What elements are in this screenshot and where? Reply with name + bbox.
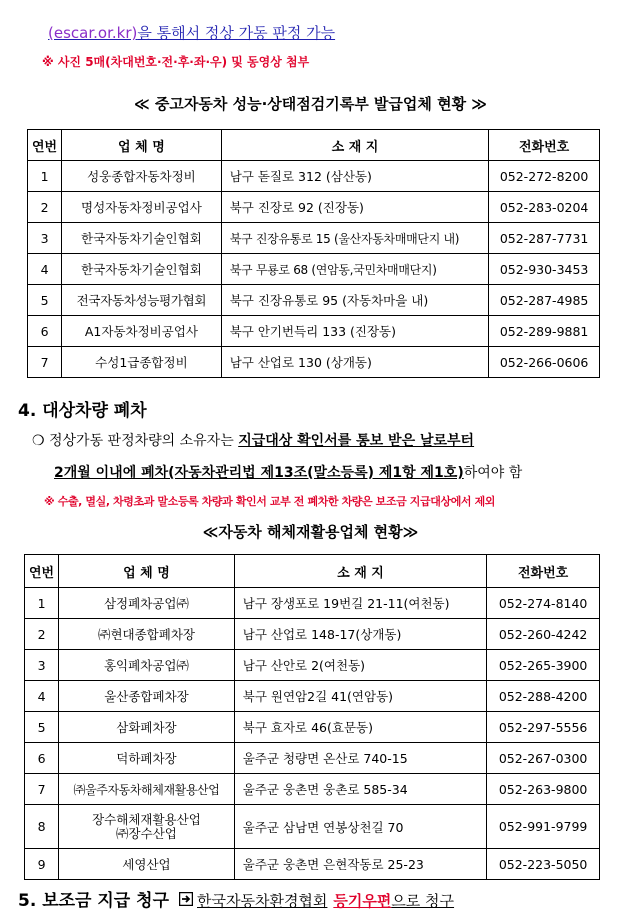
- cell-phone: 052-260-4242: [487, 619, 600, 650]
- table-row: [28, 254, 600, 285]
- cell-phone: 052-297-5556: [487, 712, 600, 743]
- cell-no: 4: [28, 254, 62, 285]
- cell-no: 5: [28, 285, 62, 316]
- cell-phone: 052-267-0300: [487, 743, 600, 774]
- cell-address: 울주군 청량면 온산로 740-15: [234, 743, 486, 774]
- cell-phone: 052-287-7731: [489, 223, 600, 254]
- table-row: [28, 223, 600, 254]
- dismantling-companies-table: [24, 554, 600, 880]
- cell-address: 남구 산업로 148-17(상개동): [234, 619, 486, 650]
- line2-text: 하여야 함: [463, 465, 523, 481]
- org-name: 한국자동차환경협회: [197, 892, 328, 910]
- line1-bold: 지급대상 확인서를 통보 받은 날로부터: [238, 433, 475, 449]
- cell-phone: 052-289-9881: [489, 316, 600, 347]
- cell-name: ㈜현대종합폐차장: [59, 619, 235, 650]
- registered-mail: 등기우편: [333, 892, 392, 910]
- section5: [18, 886, 454, 911]
- col-name: 업 체 명: [62, 130, 222, 161]
- escar-notice: [48, 22, 335, 43]
- cell-address: 북구 진장유통로 95 (자동차마을 내): [221, 285, 489, 316]
- cell-address: 남구 산업로 130 (상개동): [221, 347, 489, 378]
- cell-address: 북구 안기번득리 133 (진장동): [221, 316, 489, 347]
- cell-phone: 052-274-8140: [487, 588, 600, 619]
- section5-heading: 5. 보조금 지급 청구: [18, 891, 169, 911]
- cell-address: 울주군 웅촌면 은현작동로 25-23: [234, 849, 486, 880]
- cell-address: 북구 진장유통로 15 (울산자동차매매단지 내): [221, 223, 489, 254]
- cell-no: 1: [28, 161, 62, 192]
- table-row: [28, 161, 600, 192]
- table-header-row: [28, 130, 600, 161]
- cell-phone: 052-223-5050: [487, 849, 600, 880]
- cell-phone: 052-287-4985: [489, 285, 600, 316]
- section4-line2: [54, 462, 522, 482]
- cell-name: 한국자동차기술인협회: [62, 254, 222, 285]
- col-no: 연번: [25, 555, 59, 588]
- col-no: 연번: [28, 130, 62, 161]
- table-row: [28, 347, 600, 378]
- table-row: [28, 285, 600, 316]
- cell-phone: 052-288-4200: [487, 681, 600, 712]
- col-address: 소 재 지: [234, 555, 486, 588]
- table1-title: ≪ 중고자동차 성능·상태점검기록부 발급업체 현황 ≫: [133, 95, 488, 113]
- cell-name-line2: ㈜장수산업: [116, 825, 177, 841]
- cell-name: 삼정폐차공업㈜: [59, 588, 235, 619]
- section4-line1: [32, 430, 474, 450]
- photo-attachment-note: ※ 사진 5매(차대번호·전·후·좌·우) 및 동영상 첨부: [42, 55, 310, 69]
- table-row: [28, 316, 600, 347]
- table-row: [25, 805, 600, 849]
- escar-notice-text: 을 통해서 정상 가동 판정 가능: [137, 24, 336, 42]
- cell-phone: 052-272-8200: [489, 161, 600, 192]
- table-row: [25, 619, 600, 650]
- arrow-box-icon: [179, 892, 193, 910]
- cell-no: 9: [25, 849, 59, 880]
- cell-no: 4: [25, 681, 59, 712]
- cell-address: 울주군 삼남면 연봉상천길 70: [234, 805, 486, 849]
- table-row: [25, 681, 600, 712]
- cell-name: 성웅종합자동차정비: [62, 161, 222, 192]
- cell-name: 전국자동차성능평가협회: [62, 285, 222, 316]
- cell-address: 남구 산안로 2(여천동): [234, 650, 486, 681]
- cell-phone: 052-265-3900: [487, 650, 600, 681]
- cell-no: 7: [28, 347, 62, 378]
- cell-name: 세영산업: [59, 849, 235, 880]
- exclusion-warning: ※ 수출, 멸실, 차령초과 말소등록 차량과 확인서 교부 전 폐차한 차량은 보조금 지급대상에서 제외: [44, 495, 496, 508]
- cell-name: 덕하폐차장: [59, 743, 235, 774]
- section4-heading: 4. 대상차량 폐차: [18, 401, 147, 421]
- section5-tail: 으로 청구: [391, 892, 455, 910]
- cell-phone: 052-991-9799: [487, 805, 600, 849]
- cell-phone: 052-263-9800: [487, 774, 600, 805]
- cell-no: 6: [25, 743, 59, 774]
- table-row: [25, 849, 600, 880]
- col-phone: 전화번호: [489, 130, 600, 161]
- cell-address: 북구 원연암2길 41(연암동): [234, 681, 486, 712]
- cell-no: 3: [28, 223, 62, 254]
- cell-no: 8: [25, 805, 59, 849]
- cell-name: 수성1급종합정비: [62, 347, 222, 378]
- cell-address: 남구 장생포로 19번길 21-11(여천동): [234, 588, 486, 619]
- table-row: [25, 588, 600, 619]
- cell-name: 명성자동차정비공업사: [62, 192, 222, 223]
- cell-name: 홍익폐차공업㈜: [59, 650, 235, 681]
- table-row: [25, 774, 600, 805]
- cell-address: 북구 효자로 46(효문동): [234, 712, 486, 743]
- cell-address: 울주군 웅촌면 웅촌로 585-34: [234, 774, 486, 805]
- table2-title: ≪자동차 해체재활용업체 현황≫: [202, 523, 419, 541]
- cell-phone: 052-266-0606: [489, 347, 600, 378]
- table-row: [25, 712, 600, 743]
- escar-site-link[interactable]: (escar.or.kr): [48, 24, 138, 42]
- cell-no: 2: [28, 192, 62, 223]
- cell-name: 울산종합폐차장: [59, 681, 235, 712]
- cell-no: 5: [25, 712, 59, 743]
- col-name: 업 체 명: [59, 555, 235, 588]
- col-address: 소 재 지: [221, 130, 489, 161]
- bullet-circle-icon: ❍: [32, 433, 45, 449]
- cell-no: 7: [25, 774, 59, 805]
- cell-no: 3: [25, 650, 59, 681]
- cell-name: 한국자동차기술인협회: [62, 223, 222, 254]
- table-row: [25, 650, 600, 681]
- col-phone: 전화번호: [487, 555, 600, 588]
- cell-no: 1: [25, 588, 59, 619]
- cell-name-line1: 장수해체재활용산업: [92, 811, 201, 827]
- table-row: [28, 192, 600, 223]
- line2-bold: 2개월 이내에 폐차(자동차관리법 제13조(말소등록) 제1항 제1호): [54, 465, 464, 481]
- cell-name: 삼화폐차장: [59, 712, 235, 743]
- cell-name: [59, 805, 235, 849]
- table-row: [25, 743, 600, 774]
- cell-name: ㈜울주자동차해체재활용산업: [59, 774, 235, 805]
- cell-no: 2: [25, 619, 59, 650]
- cell-name: A1자동차정비공업사: [62, 316, 222, 347]
- cell-address: 남구 돋질로 312 (삼산동): [221, 161, 489, 192]
- cell-phone: 052-930-3453: [489, 254, 600, 285]
- cell-phone: 052-283-0204: [489, 192, 600, 223]
- inspection-companies-table: [27, 129, 600, 378]
- cell-address: 북구 진장로 92 (진장동): [221, 192, 489, 223]
- cell-no: 6: [28, 316, 62, 347]
- line1-text: 정상가동 판정차량의 소유자는: [44, 433, 239, 449]
- cell-address: 북구 무룡로 68 (연암동,국민차매매단지): [221, 254, 489, 285]
- table-header-row: [25, 555, 600, 588]
